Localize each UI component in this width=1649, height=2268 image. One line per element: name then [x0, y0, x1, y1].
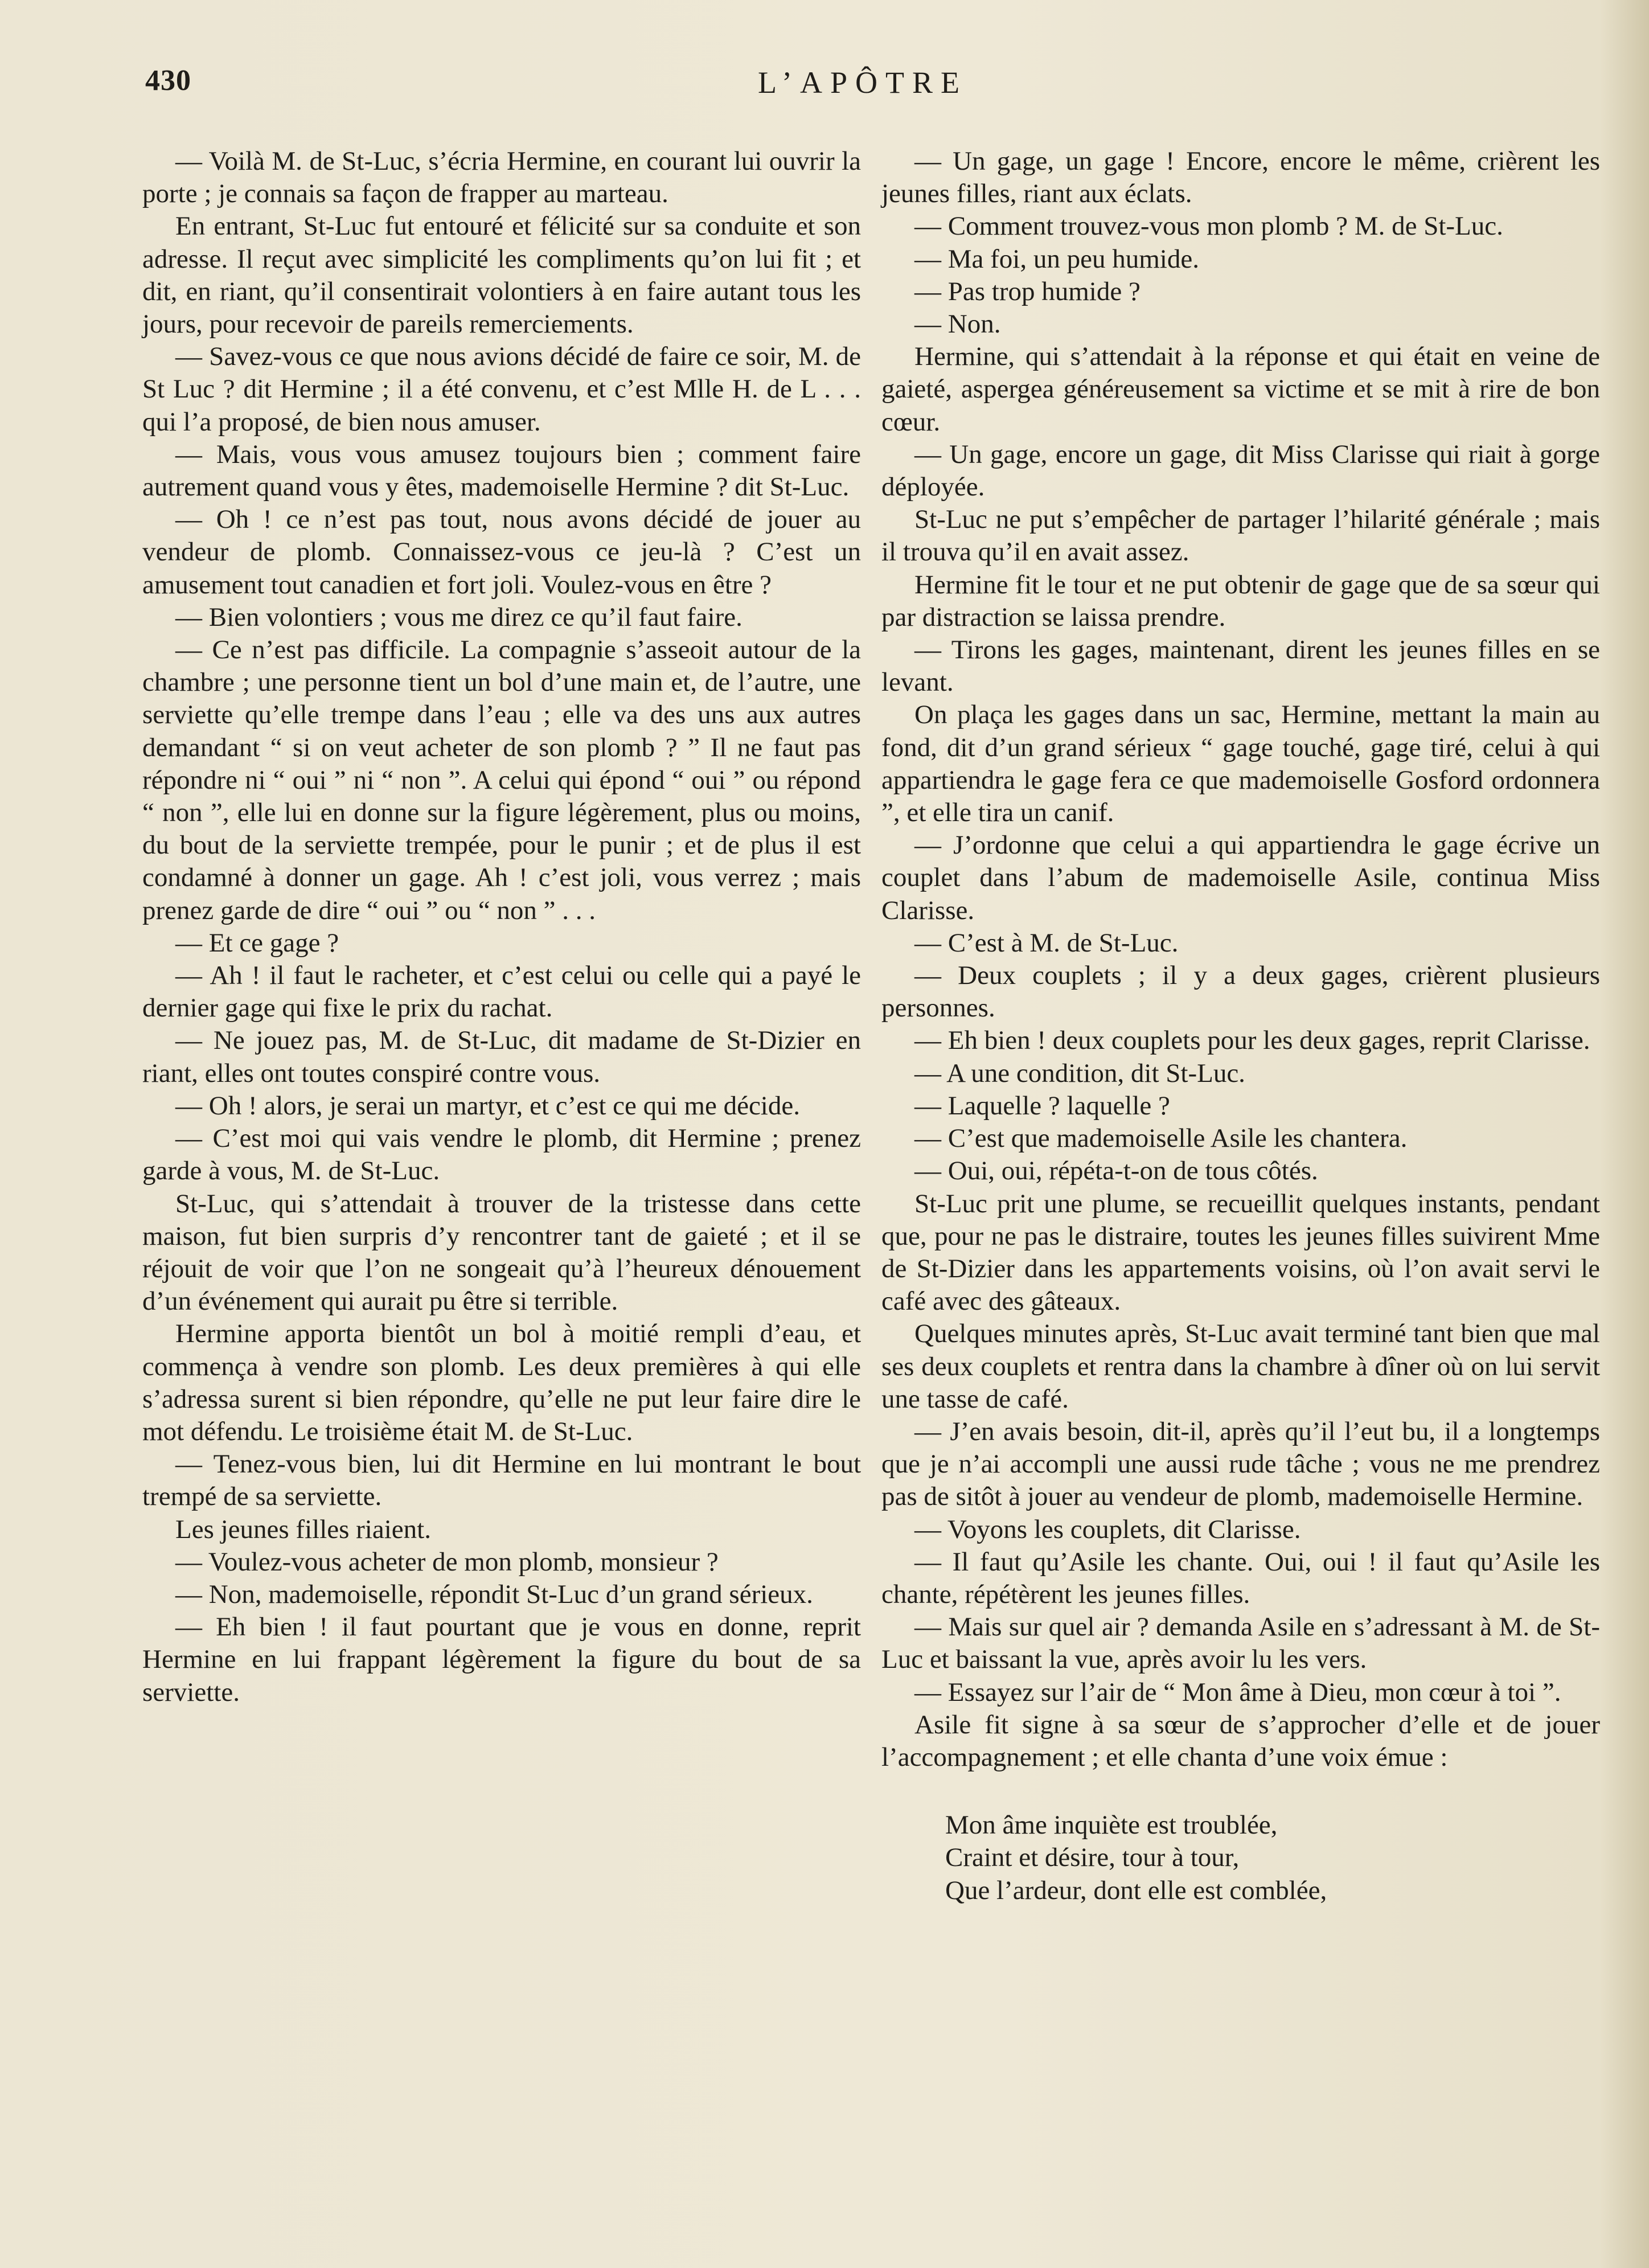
paragraph: On plaça les gages dans un sac, Hermine, mettant la main au fond, dit d’un grand sérieux “ gage touché, gage tiré, celui à qui appartiendra le gage fera ce que mademoiselle Gosford ordonnera ”, et elle tira un canif. [881, 700, 1600, 828]
paragraph: — Oh ! alors, je serai un martyr, et c’est ce qui me décide. [175, 1090, 800, 1121]
paragraph: — Essayez sur l’air de “ Mon âme à Dieu, mon cœur à toi ”. [914, 1677, 1561, 1707]
paragraph: — Savez-vous ce que nous avions décidé de faire ce soir, M. de St Luc ? dit Hermine ; il a été convenu, et c’est Mlle H. de L . . . qui l’a proposé, de bien nous amuser. [142, 342, 861, 437]
paragraph: — Eh bien ! il faut pourtant que je vous en donne, reprit Hermine en lui frappant légèrement la figure du bout de sa serviette. [142, 1612, 861, 1707]
paragraph: — Tirons les gages, maintenant, dirent les jeunes filles en se levant. [881, 635, 1600, 698]
paragraph: Hermine apporta bientôt un bol à moitié rempli d’eau, et commença à vendre son plomb. Les deux premières à qui elle s’adressa surent si bien répondre, qu’elle ne put leur faire dire le mot défendu. Le troisième était M. de St-Luc. [142, 1319, 861, 1446]
paragraph: — Laquelle ? laquelle ? [914, 1090, 1170, 1121]
paragraph: — Voilà M. de St-Luc, s’écria Hermine, en courant lui ouvrir la porte ; je connais sa façon de frapper au marteau. [142, 146, 861, 209]
paragraph: — Voulez-vous acheter de mon plomb, monsieur ? [175, 1547, 719, 1577]
song-verse [945, 1809, 1600, 1907]
paragraph: Quelques minutes après, St-Luc avait terminé tant bien que mal ses deux couplets et rentra dans la chambre à dîner où on lui servit une tasse de café. [881, 1319, 1600, 1414]
verse-line: Que l’ardeur, dont elle est comblée, [945, 1875, 1327, 1905]
paragraph: — A une condition, dit St-Luc. [914, 1058, 1245, 1088]
paragraph: — Oui, oui, répéta-t-on de tous côtés. [914, 1156, 1318, 1186]
paragraph: — Deux couplets ; il y a deux gages, crièrent plusieurs personnes. [881, 961, 1600, 1023]
paragraph: — Voyons les couplets, dit Clarisse. [914, 1514, 1301, 1544]
paragraph: Hermine, qui s’attendait à la réponse et qui était en veine de gaieté, aspergea généreusement sa victime et se mit à rire de bon cœur. [881, 342, 1600, 437]
paragraph: — Ah ! il faut le racheter, et c’est celui ou celle qui a payé le dernier gage qui fixe le prix du rachat. [142, 961, 861, 1023]
paragraph: St-Luc ne put s’empêcher de partager l’hilarité générale ; mais il trouva qu’il en avait assez. [881, 505, 1600, 567]
paragraph: — Non. [914, 309, 1001, 339]
paragraph: — Comment trouvez-vous mon plomb ? M. de St-Luc. [914, 211, 1503, 241]
paragraph: — C’est que mademoiselle Asile les chantera. [914, 1123, 1408, 1154]
paragraph: — Ma foi, un peu humide. [914, 244, 1199, 274]
paragraph: St-Luc prit une plume, se recueillit quelques instants, pendant que, pour ne pas le distraire, toutes les jeunes filles suivirent Mme de St-Dizier dans les appartements voisins, où l’on avait servi le café avec des gâteaux. [881, 1188, 1600, 1316]
paragraph: — Non, mademoiselle, répondit St-Luc d’un grand sérieux. [175, 1579, 813, 1609]
paragraph: — Un gage, encore un gage, dit Miss Clarisse qui riait à gorge déployée. [881, 439, 1600, 502]
paragraph: — J’en avais besoin, dit-il, après qu’il l’eut bu, il a longtemps que je n’ai accompli une aussi rude tâche ; vous ne me prendrez pas de sitôt à jouer au vendeur de plomb, mademoiselle Hermine. [881, 1416, 1600, 1512]
paragraph: — Et ce gage ? [175, 928, 339, 958]
paragraph: — Ne jouez pas, M. de St-Luc, dit madame de St-Dizier en riant, elles ont toutes conspiré contre vous. [142, 1026, 861, 1088]
paragraph: En entrant, St-Luc fut entouré et félicité sur sa conduite et son adresse. Il reçut avec simplicité les compliments qu’on lui fit ; et dit, en riant, qu’il consentirait volontiers à en faire autant tous les jours, pour recevoir de pareils remerciements. [142, 211, 861, 339]
paragraph: Asile fit signe à sa sœur de s’approcher d’elle et de jouer l’accompagnement ; et elle chanta d’une voix émue : [881, 1709, 1600, 1772]
paragraph: St-Luc, qui s’attendait à trouver de la tristesse dans cette maison, fut bien surpris d’y rencontrer tant de gaieté ; et il se réjouit de voir que l’on ne songeait qu’à l’heureux dénouement d’un événement qui aurait pu être si terrible. [142, 1188, 861, 1316]
running-title: L’APÔTRE [757, 65, 968, 100]
paragraph: — J’ordonne que celui a qui appartiendra le gage écrive un couplet dans l’abum de mademoiselle Asile, continua Miss Clarisse. [881, 830, 1600, 925]
paragraph: — Bien volontiers ; vous me direz ce qu’il faut faire. [175, 602, 743, 632]
paragraph: — C’est à M. de St-Luc. [914, 928, 1179, 958]
paragraph: — C’est moi qui vais vendre le plomb, dit Hermine ; prenez garde à vous, M. de St-Luc. [142, 1123, 861, 1186]
verse-line: Mon âme inquiète est troublée, [945, 1810, 1278, 1840]
paragraph: — Mais, vous vous amusez toujours bien ; comment faire autrement quand vous y êtes, mademoiselle Hermine ? dit St-Luc. [142, 439, 861, 502]
paragraph: — Eh bien ! deux couplets pour les deux gages, reprit Clarisse. [914, 1026, 1590, 1056]
left-column [142, 145, 861, 1709]
paragraph: — Un gage, un gage ! Encore, encore le même, crièrent les jeunes filles, riant aux éclats. [881, 146, 1600, 209]
paragraph: Hermine fit le tour et ne put obtenir de gage que de sa sœur qui par distraction se laissa prendre. [881, 569, 1600, 632]
paragraph: — Tenez-vous bien, lui dit Hermine en lui montrant le bout trempé de sa serviette. [142, 1449, 861, 1512]
paragraph: — Pas trop humide ? [914, 276, 1141, 306]
page-header [145, 64, 1580, 109]
page-number: 430 [145, 64, 191, 97]
paragraph: Les jeunes filles riaient. [175, 1514, 431, 1544]
paragraph: — Oh ! ce n’est pas tout, nous avons décidé de jouer au vendeur de plomb. Connaissez-vous ce jeu-là ? C’est un amusement tout canadien et fort joli. Voulez-vous en être ? [142, 505, 861, 600]
verse-line: Craint et désire, tour à tour, [945, 1843, 1240, 1873]
paragraph: — Ce n’est pas difficile. La compagnie s’asseoit autour de la chambre ; une personne tient un bol d’une main et, de l’autre, une serviette qu’elle trempe dans l’eau ; elle va des uns aux autres demandant “ si on veut acheter de son plomb ? ” Il ne faut pas répondre ni “ oui ” ni “ non ”. A celui qui épond “ oui ” ou répond “ non ”, elle lui en donne sur la figure légèrement, plus ou moins, du bout de la serviette trempée, pour le punir ; et de plus il est condamné à donner un gage. Ah ! c’est joli, vous verrez ; mais prenez garde de dire “ oui ” ou “ non ” . . . [142, 635, 861, 925]
paragraph: — Mais sur quel air ? demanda Asile en s’adressant à M. de St-Luc et baissant la vue, après avoir lu les vers. [881, 1612, 1600, 1675]
paragraph: — Il faut qu’Asile les chante. Oui, oui ! il faut qu’Asile les chante, répétèrent les jeunes filles. [881, 1547, 1600, 1609]
right-column [881, 145, 1600, 1907]
